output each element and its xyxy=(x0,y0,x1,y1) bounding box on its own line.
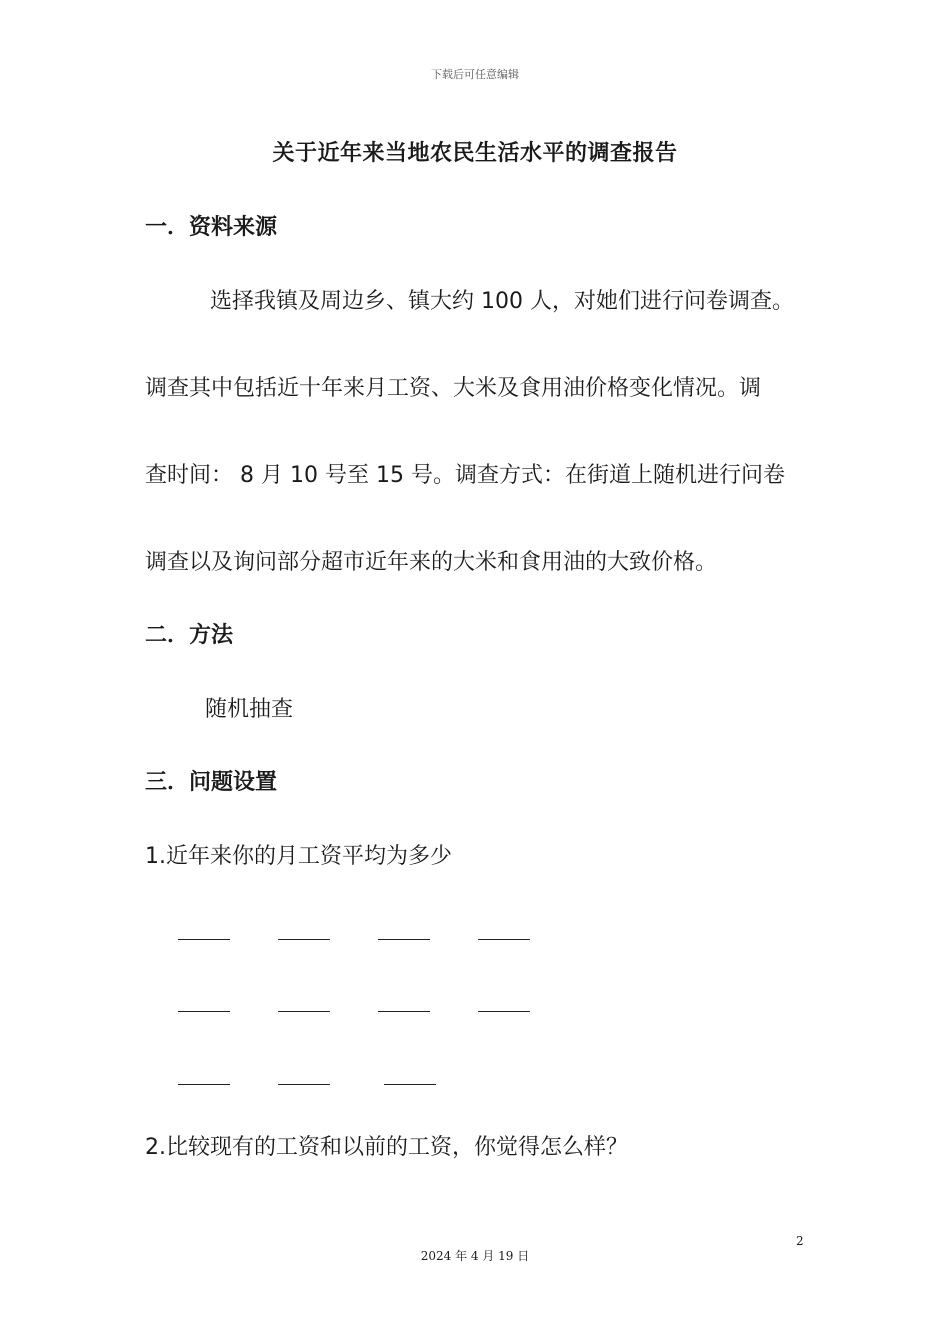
answer-blank[interactable] xyxy=(278,939,330,940)
question-2: 2.比较现有的工资和以前的工资，你觉得怎么样？ xyxy=(145,1135,628,1160)
section1-line-2: 调查其中包括近十年来月工资、大米及食用油价格变化情况。调 xyxy=(145,376,762,401)
answer-blanks-row-3 xyxy=(178,1073,484,1094)
answer-blanks-row-1 xyxy=(178,928,578,949)
document-title: 关于近年来当地农民生活水平的调查报告 xyxy=(272,141,678,166)
answer-blank[interactable] xyxy=(378,1011,430,1012)
answer-blanks-row-2 xyxy=(178,1000,578,1021)
answer-blank[interactable] xyxy=(178,939,230,940)
answer-blank[interactable] xyxy=(378,939,430,940)
section2-body: 随机抽查 xyxy=(205,697,294,722)
header-note: 下载后可任意编辑 xyxy=(431,68,519,81)
section1-line-1: 选择我镇及周边乡、镇大约 100 人，对她们进行问卷调查。 xyxy=(210,289,794,314)
answer-blank[interactable] xyxy=(384,1084,436,1085)
section1-heading: 一．资料来源 xyxy=(145,215,278,240)
answer-blank[interactable] xyxy=(178,1084,230,1085)
question-1: 1.近年来你的月工资平均为多少 xyxy=(145,844,452,869)
section1-line-3: 查时间： 8 月 10 号至 15 号。调查方式：在街道上随机进行问卷 xyxy=(145,463,785,488)
section1-line-4: 调查以及询问部分超市近年来的大米和食用油的大致价格。 xyxy=(145,550,718,575)
section2-heading: 二．方法 xyxy=(145,623,234,648)
answer-blank[interactable] xyxy=(278,1011,330,1012)
page-number: 2 xyxy=(796,1234,804,1248)
answer-blank[interactable] xyxy=(278,1084,330,1085)
footer-date: 2024 年 4 月 19 日 xyxy=(420,1249,530,1263)
section3-heading: 三．问题设置 xyxy=(145,770,278,795)
answer-blank[interactable] xyxy=(178,1011,230,1012)
answer-blank[interactable] xyxy=(478,1011,530,1012)
answer-blank[interactable] xyxy=(478,939,530,940)
